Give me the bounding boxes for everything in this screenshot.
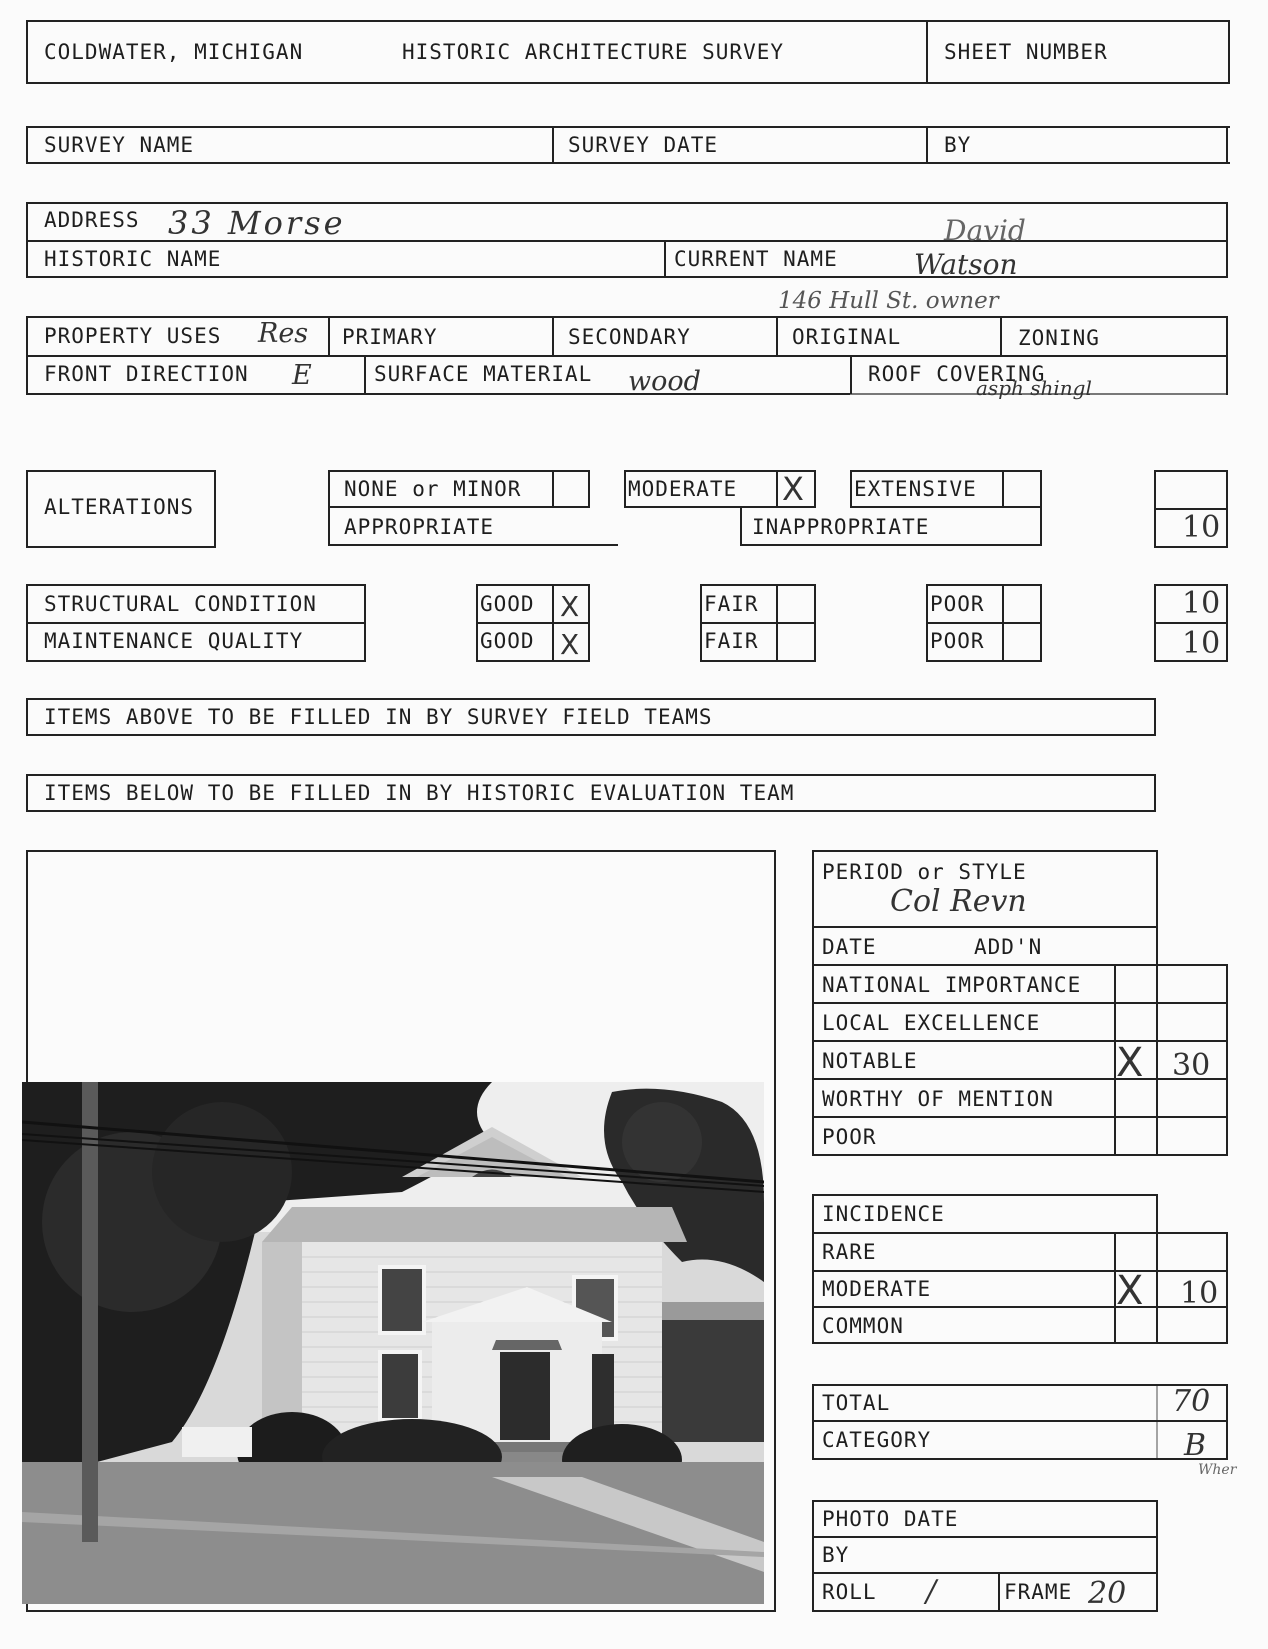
zoning-label: ZONING (1018, 326, 1100, 350)
total-value: 70 (1172, 1384, 1211, 1419)
secondary-label: SECONDARY (568, 325, 691, 349)
local-excellence-label: LOCAL EXCELLENCE (822, 1011, 1041, 1035)
property-div-2 (552, 316, 554, 355)
none-minor-label: NONE or MINOR (344, 477, 522, 501)
photo-info-col-div (998, 1572, 1000, 1612)
primary-label: PRIMARY (342, 325, 438, 349)
property-div-1 (328, 316, 330, 355)
alterations-label: ALTERATIONS (44, 495, 195, 519)
roof-covering-label: ROOF COVERING (868, 362, 1046, 386)
owner-note: 146 Hull St. owner (778, 288, 999, 314)
condition-label-divider (26, 622, 366, 624)
photo-by-label: BY (822, 1543, 850, 1567)
maintenance-score: 10 (1182, 626, 1221, 661)
eval-line-1 (812, 926, 1158, 928)
original-label: ORIGINAL (792, 325, 902, 349)
property-bottom-line (26, 393, 850, 395)
extensive-label: EXTENSIVE (854, 477, 977, 501)
current-name-first: David (944, 214, 1026, 247)
header-divider (926, 20, 928, 84)
property-div-6 (850, 355, 852, 394)
house-photo-illustration (22, 1082, 764, 1604)
survey-name-label: SURVEY NAME (44, 133, 195, 157)
photo-info-line-1 (812, 1536, 1158, 1538)
address-label: ADDRESS (44, 208, 140, 232)
fair-label-structural: FAIR (704, 592, 759, 616)
notable-mark: X (1116, 1040, 1144, 1086)
roll-label: ROLL (822, 1580, 877, 1604)
moderate-mark: X (782, 470, 804, 508)
property-mid-line (26, 355, 1228, 357)
notable-label: NOTABLE (822, 1049, 918, 1073)
address-col-divider (664, 240, 666, 278)
survey-title: HISTORIC ARCHITECTURE SURVEY (402, 40, 785, 64)
date-label: DATE (822, 935, 877, 959)
property-top-line (26, 316, 1228, 318)
national-importance-label: NATIONAL IMPORTANCE (822, 973, 1082, 997)
front-direction-value: E (292, 360, 312, 391)
maintenance-good-mark: X (560, 628, 580, 661)
survey-divider-1 (552, 126, 554, 164)
period-label: PERIOD or STYLE (822, 860, 1027, 884)
common-label: COMMON (822, 1314, 904, 1338)
property-div-4 (1000, 316, 1002, 355)
city-label: COLDWATER, MICHIGAN (44, 40, 304, 64)
category-value: B (1184, 1428, 1207, 1463)
inc-moderate-mark: X (1116, 1268, 1144, 1314)
survey-divider-2 (926, 126, 928, 164)
incidence-label: INCIDENCE (822, 1202, 945, 1226)
photo-date-label: PHOTO DATE (822, 1507, 959, 1531)
property-left-edge (26, 316, 28, 395)
items-below-right-edge (1154, 774, 1156, 812)
inc-line-1 (812, 1232, 1228, 1234)
items-below-note: ITEMS BELOW TO BE FILLED IN BY HISTORIC EVALUATION TEAM (44, 781, 795, 805)
totals-note: Wher (1198, 1462, 1237, 1478)
inc-line-3 (812, 1306, 1228, 1308)
totals-divider (812, 1420, 1228, 1422)
roof-covering-value: asph shingl (976, 376, 1092, 400)
good-label-structural: GOOD (480, 592, 535, 616)
notable-score: 30 (1172, 1048, 1211, 1083)
category-label: CATEGORY (822, 1428, 932, 1452)
roll-value: / (926, 1574, 937, 1609)
property-uses-label: PROPERTY USES (44, 324, 222, 348)
maintenance-label: MAINTENANCE QUALITY (44, 629, 304, 653)
moderate-check-div (776, 470, 778, 508)
fair-label-maintenance: FAIR (704, 629, 759, 653)
items-above-note: ITEMS ABOVE TO BE FILLED IN BY SURVEY FIELD TEAMS (44, 705, 713, 729)
survey-date-label: SURVEY DATE (568, 133, 719, 157)
property-div-3 (776, 316, 778, 355)
property-div-5 (364, 355, 366, 394)
eval-poor-label: POOR (822, 1125, 877, 1149)
poor-divider (926, 622, 1042, 624)
frame-value: 20 (1088, 1576, 1127, 1611)
rare-label: RARE (822, 1240, 877, 1264)
extensive-check-div (1002, 470, 1004, 508)
none-minor-check-div (552, 470, 554, 508)
current-name-last: Watson (914, 248, 1018, 281)
poor-check-div (1002, 584, 1004, 662)
poor-label-maintenance: POOR (930, 629, 985, 653)
moderate-label: MODERATE (628, 477, 738, 501)
worthy-label: WORTHY OF MENTION (822, 1087, 1054, 1111)
front-direction-label: FRONT DIRECTION (44, 362, 249, 386)
inappropriate-label: INAPPROPRIATE (752, 515, 930, 539)
survey-right-edge (1226, 126, 1228, 164)
address-value: 33 Morse (168, 204, 346, 242)
structural-score: 10 (1182, 586, 1221, 621)
structural-good-mark: X (560, 590, 580, 623)
fair-divider (700, 622, 816, 624)
good-label-maintenance: GOOD (480, 629, 535, 653)
eval-line-6 (812, 1116, 1228, 1118)
house-photo (22, 1082, 764, 1604)
photo-info-line-2 (812, 1572, 1158, 1574)
addn-label: ADD'N (974, 935, 1043, 959)
inc-moderate-label: MODERATE (822, 1277, 932, 1301)
eval-line-4 (812, 1040, 1228, 1042)
sheet-number-label: SHEET NUMBER (944, 40, 1108, 64)
appropriate-label: APPROPRIATE (344, 515, 495, 539)
eval-line-3 (812, 1002, 1228, 1004)
poor-label-structural: POOR (930, 592, 985, 616)
good-check-div (552, 584, 554, 662)
property-uses-value: Res (258, 318, 309, 349)
eval-line-5 (812, 1078, 1228, 1080)
condition-score-divider (1154, 622, 1228, 624)
surface-material-label: SURFACE MATERIAL (374, 362, 593, 386)
eval-line-2 (812, 964, 1228, 966)
inc-moderate-score: 10 (1180, 1276, 1219, 1311)
survey-by-label: BY (944, 133, 972, 157)
property-right-edge (1226, 316, 1228, 395)
total-label: TOTAL (822, 1391, 891, 1415)
period-value: Col Revn (890, 884, 1027, 919)
surface-material-value: wood (628, 366, 701, 397)
frame-label: FRAME (1004, 1580, 1073, 1604)
fair-check-div (776, 584, 778, 662)
historic-name-label: HISTORIC NAME (44, 247, 222, 271)
inc-line-2 (812, 1270, 1228, 1272)
totals-col-div (1156, 1384, 1158, 1460)
structural-label: STRUCTURAL CONDITION (44, 592, 317, 616)
current-name-label: CURRENT NAME (674, 247, 838, 271)
alterations-score: 10 (1182, 510, 1221, 545)
